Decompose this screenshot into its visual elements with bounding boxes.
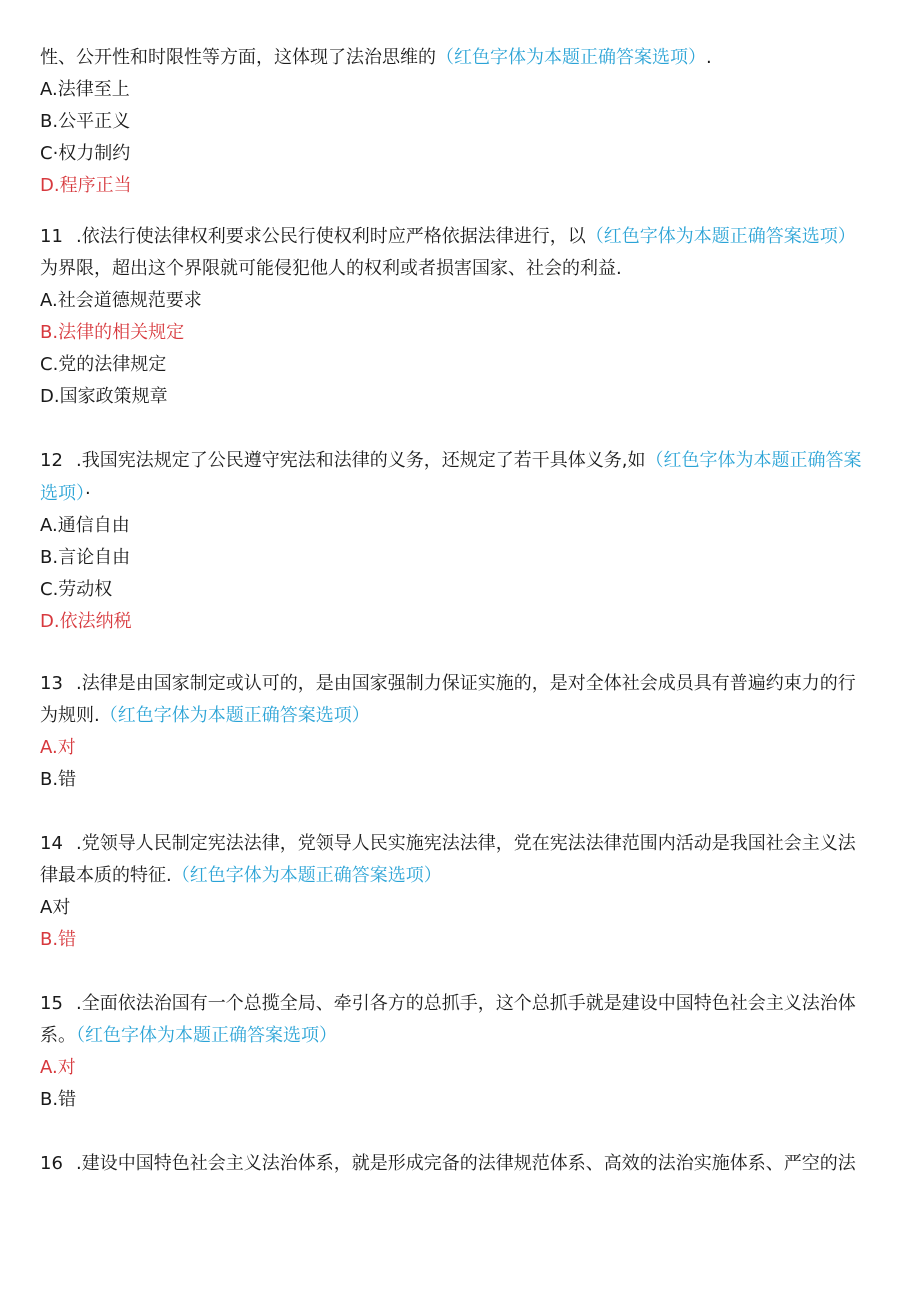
q11-option-b-correct: B.法律的相关规定 <box>40 322 185 343</box>
q12-option-a: A.通信自由 <box>40 515 130 536</box>
q11-number: 11 <box>40 226 63 247</box>
q15-number: 15 <box>40 993 63 1014</box>
q14-option-b-correct: B.错 <box>40 929 77 950</box>
q12-option-d-correct: D.依法纳税 <box>40 611 132 632</box>
q14-stem-line-1 <box>40 830 884 858</box>
q11-answer-hint: （红色字体为本题正确答案选项） <box>585 226 856 247</box>
q15-option-b: B.错 <box>40 1089 77 1110</box>
q10-stem-line <box>40 44 884 72</box>
q13-stem-1: .法律是由国家制定或认可的，是由国家强制力保证实施的，是对全体社会成员具有普遍约束力的行 <box>76 673 856 694</box>
q10-option-b: B.公平正义 <box>40 111 131 132</box>
q11-option-d: D.国家政策规章 <box>40 386 168 407</box>
q13-answer-hint: （红色字体为本题正确答案选项） <box>99 705 370 726</box>
q14-stem-line-2 <box>40 862 884 890</box>
q14-answer-hint: （红色字体为本题正确答案选项） <box>171 865 442 886</box>
q11-option-a: A.社会道德规范要求 <box>40 290 202 311</box>
q12-option-b: B.言论自由 <box>40 547 131 568</box>
q11-stem-line-1 <box>40 223 884 251</box>
q14-option-a: A对 <box>40 897 71 918</box>
q15-stem-line-1 <box>40 990 884 1018</box>
q11-option-c: C.党的法律规定 <box>40 354 167 375</box>
q11-stem-1: .依法行使法律权利要求公民行使权利时应严格依据法律进行，以 <box>76 226 586 247</box>
q14-number: 14 <box>40 833 63 854</box>
q12-answer-hint-2: 选项） <box>40 483 85 504</box>
q12-stem-line-1 <box>40 447 884 475</box>
q10-stem: 性、公开性和时限性等方面，这体现了法治思维的 <box>40 47 436 68</box>
q10-answer-hint: （红色字体为本题正确答案选项） <box>436 47 706 68</box>
q14-stem-2: 律最本质的特征. <box>40 865 172 886</box>
q12-stem-tail: · <box>85 483 91 504</box>
q13-option-b: B.错 <box>40 769 77 790</box>
q13-number: 13 <box>40 673 63 694</box>
q15-stem-2: 系。 <box>40 1025 76 1046</box>
q16-number: 16 <box>40 1153 63 1174</box>
q10-option-d-correct: D.程序正当 <box>40 175 132 196</box>
q12-stem-line-2 <box>40 480 884 508</box>
q11-stem-line-2: 为界限，超出这个界限就可能侵犯他人的权利或者损害国家、社会的利益. <box>40 258 622 279</box>
q12-answer-hint-1: （红色字体为本题正确答案 <box>645 450 862 471</box>
q10-option-c: C·权力制约 <box>40 143 131 164</box>
q15-stem-1: .全面依法治国有一个总揽全局、牵引各方的总抓手，这个总抓手就是建设中国特色社会主义法治体 <box>76 993 856 1014</box>
q15-answer-hint: （红色字体为本题正确答案选项） <box>76 1025 337 1046</box>
q12-option-c: C.劳动权 <box>40 579 113 600</box>
q16-stem-1: .建设中国特色社会主义法治体系，就是形成完备的法律规范体系、高效的法治实施体系、严空的法 <box>76 1153 856 1174</box>
q16-stem-line-1 <box>40 1150 884 1178</box>
q10-stem-tail: . <box>706 47 712 68</box>
q12-number: 12 <box>40 450 63 471</box>
q13-stem-line-1 <box>40 670 884 698</box>
q13-option-a-correct: A.对 <box>40 737 76 758</box>
q13-stem-2: 为规则. <box>40 705 100 726</box>
q15-stem-line-2 <box>40 1022 884 1050</box>
q10-option-a: A.法律至上 <box>40 79 130 100</box>
q12-stem-1: .我国宪法规定了公民遵守宪法和法律的义务，还规定了若干具体义务,如 <box>76 450 646 471</box>
q13-stem-line-2 <box>40 702 884 730</box>
q14-stem-1: .党领导人民制定宪法法律，党领导人民实施宪法法律，党在宪法法律范围内活动是我国社会主义法 <box>76 833 856 854</box>
q15-option-a-correct: A.对 <box>40 1057 76 1078</box>
